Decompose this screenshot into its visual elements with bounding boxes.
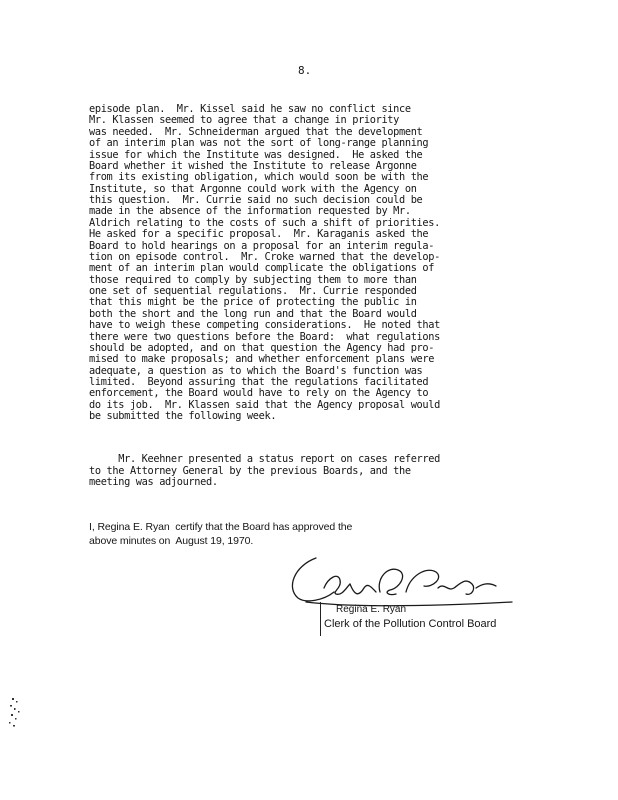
paragraph-line: ment of an interim plan would complicate the obligations of bbox=[89, 262, 435, 275]
paragraph-line: made in the absence of the information requested by Mr. bbox=[89, 205, 411, 218]
paragraph-line: adequate, a question as to which the Board's function was bbox=[89, 364, 423, 377]
paragraph-line: Institute, so that Argonne could work with the Agency on bbox=[89, 182, 417, 195]
signature-margin-line bbox=[320, 602, 321, 636]
paragraph-line: to the Attorney General by the previous Boards, and the bbox=[89, 464, 411, 477]
signer-name: Regina E. Ryan bbox=[336, 604, 407, 615]
paragraph-line: mised to make proposals; and whether enforcement plans were bbox=[89, 353, 435, 366]
paragraph-line: issue for which the Institute was designed. He asked the bbox=[89, 148, 423, 161]
paragraph-line: should be adopted, and on that question the Agency had pro- bbox=[89, 341, 435, 354]
paragraph-line: Mr. Keehner presented a status report on cases referred bbox=[89, 453, 440, 465]
handwritten-signature bbox=[276, 548, 516, 612]
paragraph-line: Board whether it wished the Institute to release Argonne bbox=[89, 159, 417, 172]
closing-paragraph bbox=[89, 454, 529, 489]
paragraph-line: He asked for a specific proposal. Mr. Karaganis asked the bbox=[89, 228, 429, 241]
paragraph-line: one set of sequential regulations. Mr. Currie responded bbox=[89, 285, 417, 297]
paragraph-line: those required to comply by subjecting them to more than bbox=[89, 273, 417, 286]
certification-statement bbox=[89, 520, 509, 548]
paragraph-line: was needed. Mr. Schneiderman argued that the development bbox=[89, 125, 423, 138]
scan-artifact-icon bbox=[4, 696, 24, 730]
paragraph-line: episode plan. Mr. Kissel said he saw no conflict since bbox=[89, 103, 411, 115]
paragraph-line: do its job. Mr. Klassen said that the Agency proposal would bbox=[89, 398, 440, 411]
signer-title: Clerk of the Pollution Control Board bbox=[324, 618, 497, 630]
certification-line: above minutes on August 19, 1970. bbox=[89, 535, 254, 547]
paragraph-line: from its existing obligation, which would soon be with the bbox=[89, 171, 429, 184]
paragraph-line: that this might be the price of protecting the public in bbox=[89, 296, 417, 309]
paragraph-line: enforcement, the Board would have to rely on the Agency to bbox=[89, 387, 429, 400]
paragraph-line: there were two questions before the Board: what regulations bbox=[89, 330, 440, 343]
paragraph-line: tion on episode control. Mr. Croke warned that the develop- bbox=[89, 250, 440, 263]
paragraph-line: this question. Mr. Currie said no such decision could be bbox=[89, 194, 423, 206]
paragraph-line: be submitted the following week. bbox=[89, 410, 277, 423]
minutes-paragraph bbox=[89, 104, 529, 423]
page-number: 8. bbox=[298, 64, 312, 77]
paragraph-line: of an interim plan was not the sort of long-range planning bbox=[89, 137, 429, 150]
paragraph-line: limited. Beyond assuring that the regulations facilitated bbox=[89, 376, 429, 388]
paragraph-line: meeting was adjourned. bbox=[89, 476, 218, 488]
paragraph-line: have to weigh these competing considerations. He noted that bbox=[89, 319, 440, 332]
paragraph-line: Board to hold hearings on a proposal for an interim regula- bbox=[89, 239, 435, 252]
paragraph-line: both the short and the long run and that the Board would bbox=[89, 307, 417, 320]
paragraph-line: Mr. Klassen seemed to agree that a change in priority bbox=[89, 114, 400, 127]
paragraph-line: Aldrich relating to the costs of such a shift of priorities. bbox=[89, 216, 440, 229]
certification-line: I, Regina E. Ryan certify that the Board has approved the bbox=[89, 521, 353, 533]
